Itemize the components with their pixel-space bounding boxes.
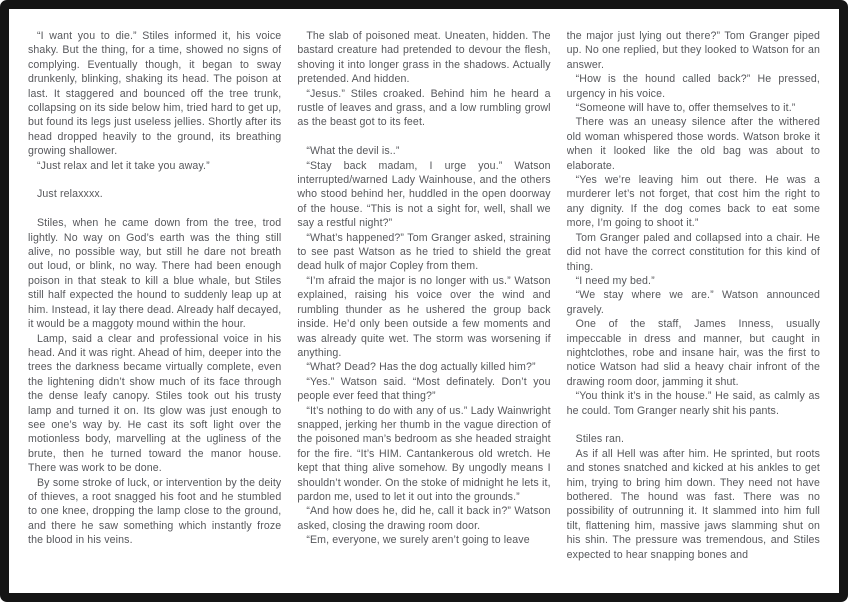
paragraph: “How is the hound called back?” He pressed, urgency in his voice. — [566, 73, 820, 100]
paragraph: “Yes we’re leaving him out there. He was a murderer let’s not forget, that cost him the right to any dignity. If the dog comes back to eat some more, I’m going to shoot it.” — [566, 174, 820, 230]
scene-break — [297, 130, 550, 144]
paragraph: “What’s happened?” Tom Granger asked, straining to see past Watson as he tried to shield the great dead hulk of major Copley from them. — [297, 231, 551, 273]
paragraph: The slab of poisoned meat. Uneaten, hidden. The bastard creature had pretended to devour the flesh, shoving it into longer grass in the shadows. Actually pretended. And hidden. — [297, 30, 551, 86]
paragraph: “And how does he, did he, call it back in?” Watson asked, closing the drawing room door. — [297, 505, 551, 532]
paragraph: “What? Dead? Has the dog actually killed him?” — [306, 361, 536, 374]
paragraph: Tom Granger paled and collapsed into a chair. He did not have the correct constitution for this kind of thing. — [566, 231, 820, 273]
paragraph: As if all Hell was after him. He sprinted, but roots and stones snatched and kicked at his ankles to get him, trying to bring him down. They need not have bothered. The hound was fast. There was no possibility of outrunning it. It slammed into him full tilt, flattening him, massive jaws slamming shut on his shin. The pressure was tremendous, and Stiles expected to hear snapping bones and — [566, 447, 820, 561]
scene-break — [567, 418, 820, 432]
paragraph: “Stay back madam, I urge you.” Watson interrupted/warned Lady Wainhouse, and the others who stood behind her, huddled in the open doorway of the house. “This is not a sight for, well, shall we say a restful night?” — [297, 159, 551, 230]
paragraph: Stiles, when he came down from the tree, trod lightly. No way on God’s earth was the thing still alive, no possible way, but still he dare not breath out loud, or blink, no way. There had been enough poison in that steak to kill a blue whale, but Stiles still half expected the hound to suddenly leap up at him. Instead, it lay there dead. Already half decayed, it would be a maggoty mound within the hour. — [28, 217, 282, 331]
paragraph: “Em, everyone, we surely aren’t going to leave — [306, 534, 530, 547]
paragraph: “Yes.” Watson said. “Most definately. Don’t you people ever feed that thing?” — [297, 375, 551, 403]
scene-break — [28, 202, 281, 216]
paragraph: One of the staff, James Inness, usually impeccable in dress and manner, but caught in nightclothes, robe and insane hair, was the first to notice Watson had slid a heavy chair infront of the drawing room door, jamming it shut. — [566, 318, 820, 388]
text-column-2 — [297, 29, 550, 577]
paragraph: Lamp, said a clear and professional voice in his head. And it was right. Ahead of him, deeper into the trees the darkness became virtually complete, even the lightening didn’t show much of its face through the dense leafy canopy. Stiles took out his trusty lamp and turned it on. Its glow was just enough to see one’s way by. He cast its soft light over the motionless body, marvelling at the ugliness of the brute, then he turned toward the manor house. There was work to be done. — [28, 332, 282, 475]
text-column-1 — [28, 29, 281, 577]
paragraph: “I need my bed.” — [575, 274, 655, 287]
scene-break — [28, 173, 281, 187]
paragraph: Just relaxxxx. — [37, 188, 103, 201]
paragraph: “You think it’s in the house.” He said, as calmly as he could. Tom Granger nearly shit his pants. — [566, 390, 820, 417]
paragraph: By some stroke of luck, or intervention by the deity of thieves, a root snagged his foot and he stumbled to one knee, dropping the lamp close to the ground, and there he saw something which instantly froze the blood in his veins. — [28, 476, 282, 547]
text-column-3 — [567, 29, 820, 577]
document-page — [9, 9, 839, 593]
paragraph: “I’m afraid the major is no longer with us.” Watson explained, raising his voice over the wind and rumbling thunder as he ushered the group back inside. He’d only been outside a few moments and was already quite wet. The storm was worsening if anything. — [297, 274, 551, 359]
paragraph: “Jesus.” Stiles croaked. Behind him he heard a rustle of leaves and grass, and a low rumbling growl as the beast got to its feet. — [297, 87, 551, 129]
paragraph: Stiles ran. — [575, 433, 625, 446]
paragraph: “We stay where we are.” Watson announced gravely. — [566, 289, 820, 316]
paragraph: “What the devil is..” — [306, 145, 400, 158]
paragraph: the major just lying out there?” Tom Granger piped up. No one replied, but they looked to Watson for an answer. — [566, 30, 820, 71]
paragraph: “It’s nothing to do with any of us.” Lady Wainwright snapped, jerking her thumb in the vague direction of the poisoned man’s bedroom as she headed straight for the fire. “It’s HIM. Cantankerous old wretch. He kept that thing alive somehow. By ungodly means I shouldn’t wonder. On the stoke of midnight he lets it, pardon me, used to let it out into the grounds.” — [297, 404, 551, 503]
paragraph: “Just relax and let it take you away.” — [37, 159, 210, 172]
paragraph: “I want you to die.” Stiles informed it, his voice shaky. But the thing, for a time, showed no signs of complying. Eventually though, it began to sway drunkenly, blinking, shaking its head. The poison at last. It staggered and bounced off the tree trunk, collapsing on its side below him, tried hard to get up, but found its legs just useless jellies. Shortly after its head dropped heavily to the ground, its breathing growing shallower. — [28, 30, 282, 158]
paragraph: “Someone will have to, offer themselves to it.” — [575, 102, 796, 115]
paragraph: There was an uneasy silence after the withered old woman whispered those words. Watson broke it when it looked like the old bag was about to elaborate. — [566, 116, 820, 172]
